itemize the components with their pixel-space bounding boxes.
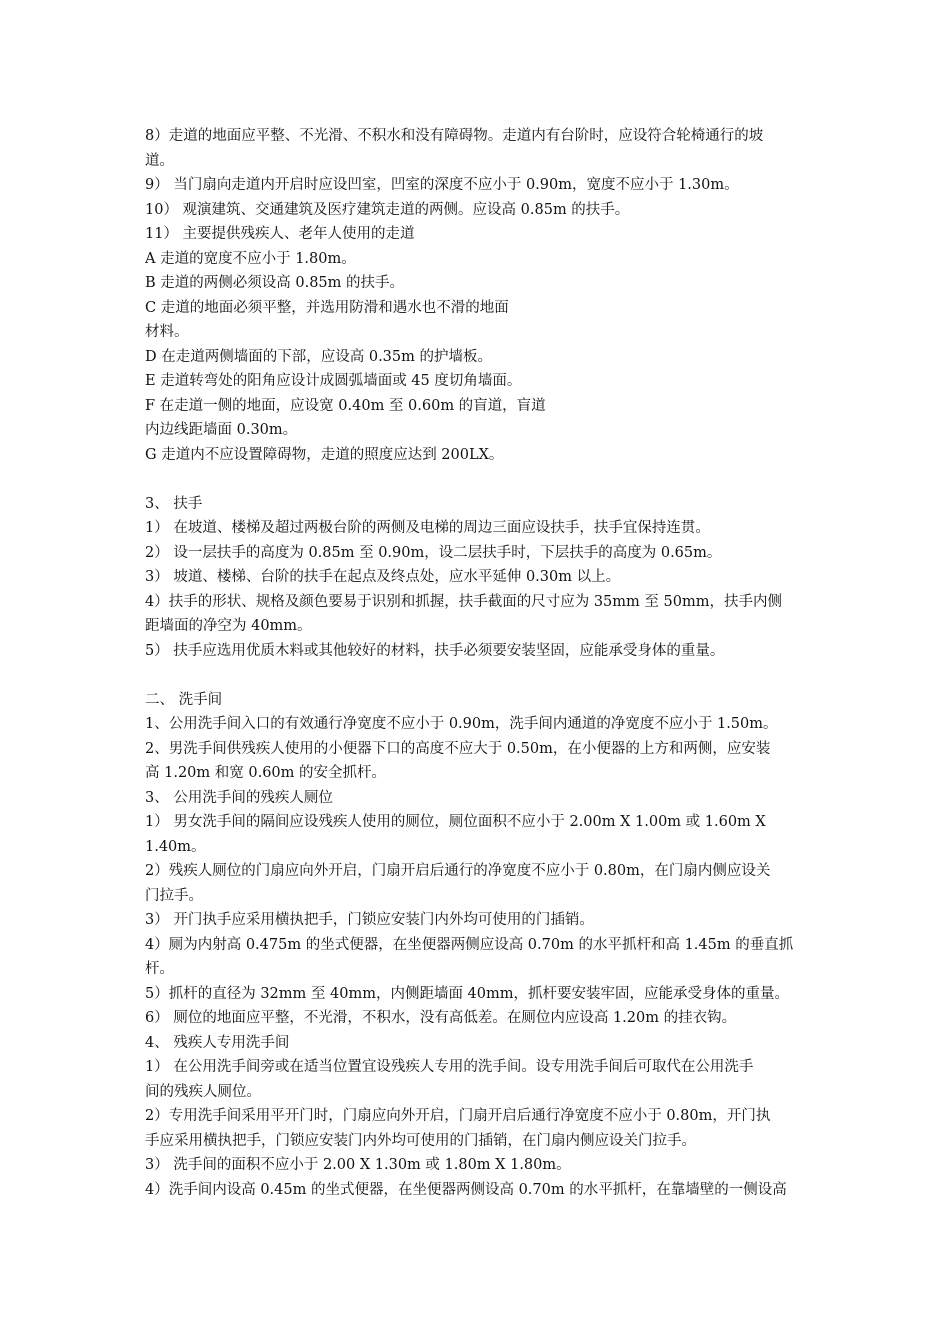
text-line: A 走道的宽度不应小于 1.80m。 bbox=[145, 250, 356, 267]
text-line: 1） 男女洗手间的隔间应设残疾人使用的厕位，厕位面积不应小于 2.00m X 1.00m 或 1.60m X bbox=[145, 814, 766, 830]
blank-line bbox=[145, 663, 810, 688]
text-line: 2）专用洗手间采用平开门时，门扇应向外开启，门扇开启后通行净宽度不应小于 0.80m，开门执 bbox=[145, 1108, 771, 1124]
text-line: 内边线距墙面 0.30m。 bbox=[145, 422, 298, 438]
text-line: 距墙面的净空为 40mm。 bbox=[145, 618, 312, 634]
text-line: 9） 当门扇向走道内开启时应设凹室，凹室的深度不应小于 0.90m，宽度不应小于 1.30m。 bbox=[145, 177, 739, 193]
text-line: 3） 开门执手应采用横执把手，门锁应安装门内外均可使用的门插销。 bbox=[145, 912, 594, 928]
text-line: C 走道的地面必须平整，并选用防滑和遇水也不滑的地面 bbox=[145, 299, 509, 316]
text-line: 1、公用洗手间入口的有效通行净宽度不应小于 0.90m，洗手间内通道的净宽度不应小于 1.50m。 bbox=[145, 716, 778, 732]
text-line: 二、 洗手间 bbox=[145, 691, 223, 708]
text-line: 杆。 bbox=[145, 961, 174, 977]
text-line: E 走道转弯处的阳角应设计成圆弧墙面或 45 度切角墙面。 bbox=[145, 373, 522, 389]
text-line: 3、 公用洗手间的残疾人厕位 bbox=[145, 789, 333, 806]
document-page bbox=[145, 124, 810, 1202]
text-line: 高 1.20m 和宽 0.60m 的安全抓杆。 bbox=[145, 765, 387, 781]
text-line: 1） 在坡道、楼梯及超过两极台阶的两侧及电梯的周边三面应设扶手，扶手宜保持连贯。 bbox=[145, 520, 710, 536]
text-line: 4、 残疾人专用洗手间 bbox=[145, 1034, 290, 1051]
text-line: 1） 在公用洗手间旁或在适当位置宜设残疾人专用的洗手间。设专用洗手间后可取代在公用洗手 bbox=[145, 1059, 754, 1075]
text-line: G 走道内不应设置障碍物，走道的照度应达到 200LX。 bbox=[145, 446, 504, 463]
text-line: 门拉手。 bbox=[145, 887, 203, 904]
text-line: 5） 扶手应选用优质木料或其他较好的材料，扶手必须要安装坚固，应能承受身体的重量。 bbox=[145, 642, 725, 659]
text-line: 3） 洗手间的面积不应小于 2.00 X 1.30m 或 1.80m X 1.80m。 bbox=[145, 1157, 571, 1173]
text-line: B 走道的两侧必须设高 0.85m 的扶手。 bbox=[145, 275, 405, 291]
text-line: 2、男洗手间供残疾人使用的小便器下口的高度不应大于 0.50m，在小便器的上方和两侧，应安装 bbox=[145, 740, 771, 757]
text-line: D 在走道两侧墙面的下部，应设高 0.35m 的护墙板。 bbox=[145, 348, 492, 365]
text-line: 道。 bbox=[145, 152, 174, 169]
text-line: 间的残疾人厕位。 bbox=[145, 1083, 261, 1100]
text-line: 4）洗手间内设高 0.45m 的坐式便器，在坐便器两侧设高 0.70m 的水平抓杆，在靠墙壁的一侧设高 bbox=[145, 1181, 787, 1198]
text-line: 1.40m。 bbox=[145, 838, 206, 855]
text-line: 2）残疾人厕位的门扇应向外开启，门扇开启后通行的净宽度不应小于 0.80m，在门扇内侧应设关 bbox=[145, 863, 771, 879]
text-line: 4）扶手的形状、规格及颜色要易于识别和抓握，扶手截面的尺寸应为 35mm 至 50mm，扶手内侧 bbox=[145, 593, 782, 610]
text-line: 3） 坡道、楼梯、台阶的扶手在起点及终点处，应水平延伸 0.30m 以上。 bbox=[145, 569, 621, 585]
text-line: F 在走道一侧的地面，应设宽 0.40m 至 0.60m 的盲道，盲道 bbox=[145, 397, 546, 414]
text-line: 8）走道的地面应平整、不光滑、不积水和没有障碍物。走道内有台阶时，应设符合轮椅通行的坡 bbox=[145, 128, 764, 144]
text-line: 10） 观演建筑、交通建筑及医疗建筑走道的两侧。应设高 0.85m 的扶手。 bbox=[145, 201, 630, 218]
text-line: 11） 主要提供残疾人、老年人使用的走道 bbox=[145, 226, 415, 242]
text-line: 3、 扶手 bbox=[145, 495, 203, 512]
text-line: 手应采用横执把手，门锁应安装门内外均可使用的门插销，在门扇内侧应设关门拉手。 bbox=[145, 1132, 696, 1149]
text-line: 4）厕为内射高 0.475m 的坐式便器，在坐便器两侧应设高 0.70m 的水平抓杆和高 1.45m 的垂直抓 bbox=[145, 936, 794, 953]
text-line: 2） 设一层扶手的高度为 0.85m 至 0.90m，设二层扶手时，下层扶手的高度为 0.65m。 bbox=[145, 544, 722, 561]
text-line: 6） 厕位的地面应平整，不光滑，不积水，没有高低差。在厕位内应设高 1.20m 的挂衣钩。 bbox=[145, 1010, 737, 1026]
blank-line bbox=[145, 467, 810, 492]
text-line: 5）抓杆的直径为 32mm 至 40mm，内侧距墙面 40mm，抓杆要安装牢固，应能承受身体的重量。 bbox=[145, 985, 790, 1002]
text-line: 材料。 bbox=[145, 324, 189, 340]
